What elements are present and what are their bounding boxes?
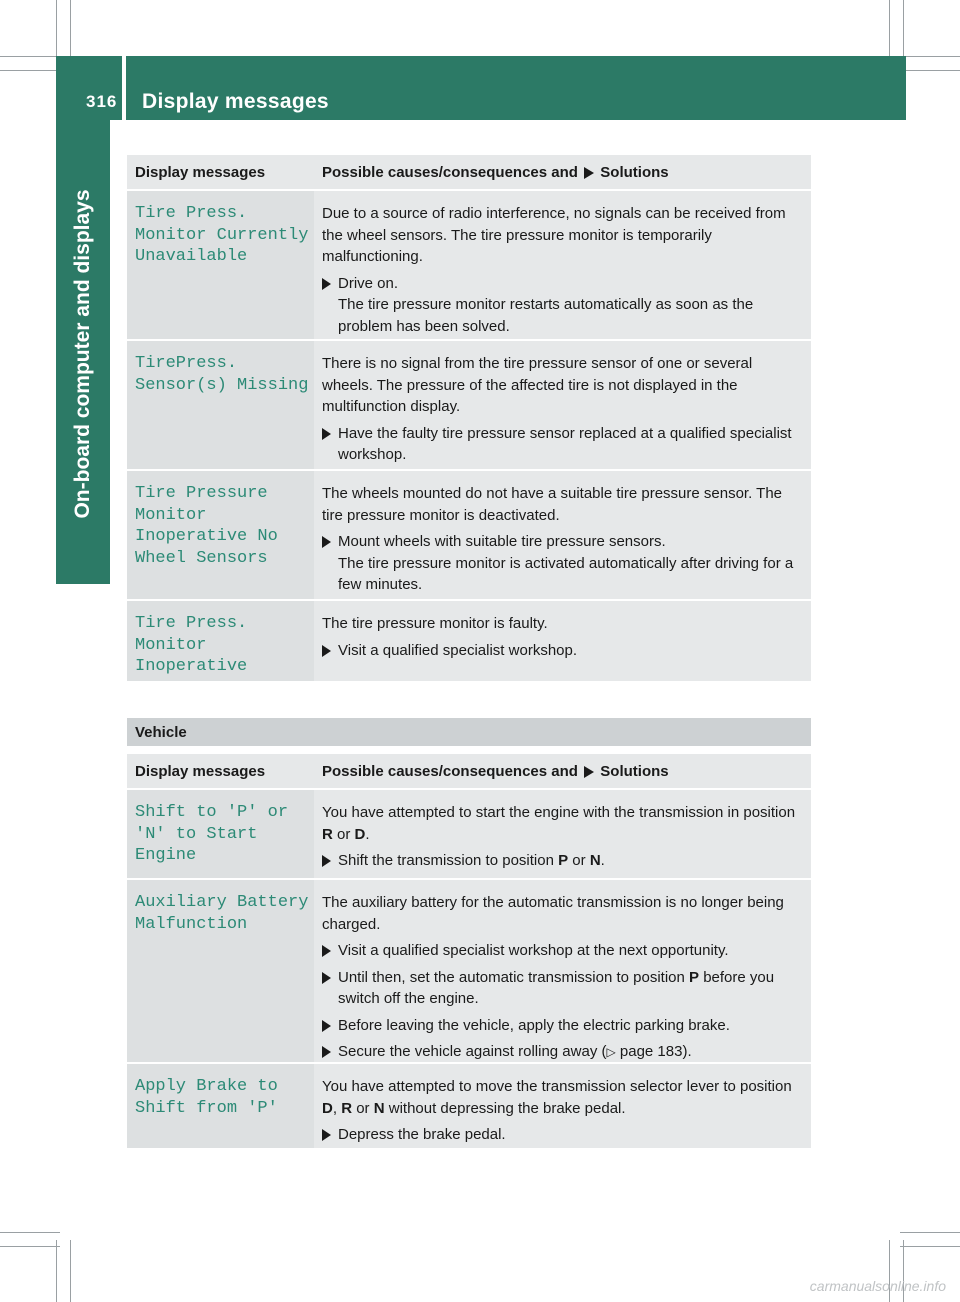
table-row (127, 1064, 811, 1150)
action-step: Secure the vehicle against rolling away (▷ page 183). (322, 1041, 805, 1064)
play-arrow-icon (584, 167, 594, 179)
display-message: Tire Press. Monitor Currently Unavailable (127, 191, 314, 339)
display-message: Auxiliary Battery Malfunction (127, 880, 314, 1062)
action-step: Visit a qualified specialist workshop at the next opportunity. (322, 940, 805, 962)
crop-mark (903, 0, 904, 60)
crop-mark (900, 56, 960, 57)
action-step: Drive on. The tire pressure monitor restarts automatically as soon as the problem has been solved. (322, 273, 805, 338)
page-title: Display messages (142, 90, 329, 113)
action-step: Visit a qualified specialist workshop. (322, 640, 805, 662)
play-arrow-icon (584, 766, 594, 778)
crop-mark (900, 1246, 960, 1247)
crop-mark (56, 0, 57, 60)
chapter-tab-label: On-board computer and displays (71, 189, 94, 519)
solution-cell (314, 341, 811, 469)
cause-text: The auxiliary battery for the automatic transmission is no longer being charged. (322, 894, 784, 933)
table-row (127, 601, 811, 683)
crop-mark (0, 56, 60, 57)
table-row (127, 471, 811, 601)
arrow-right-icon (322, 428, 331, 440)
crop-mark (900, 70, 960, 71)
column-header-messages: Display messages (135, 762, 266, 780)
column-header-messages: Display messages (135, 163, 266, 181)
action-step: Have the faulty tire pressure sensor replaced at a qualified specialist workshop. (322, 423, 805, 466)
display-message: Apply Brake to Shift from 'P' (127, 1064, 314, 1148)
solution-cell (314, 790, 811, 878)
action-step: Mount wheels with suitable tire pressure sensors. The tire pressure monitor is activated automatically after driving for a few minutes. (322, 531, 805, 596)
display-messages-table-tire (127, 155, 811, 683)
cause-text: There is no signal from the tire pressure sensor of one or several wheels. The pressure of the affected tire is not displayed in the multifunction display. (322, 355, 753, 415)
arrow-right-icon (322, 536, 331, 548)
section-title: Vehicle (135, 724, 187, 741)
arrow-right-icon (322, 855, 331, 867)
cause-text: Due to a source of radio interference, no signals can be received from the wheel sensors. The tire pressure monitor is temporarily malfunctioning. (322, 205, 786, 265)
arrow-right-icon (322, 945, 331, 957)
header-divider (122, 56, 126, 120)
crop-mark (0, 70, 60, 71)
section-heading-bar (127, 718, 811, 746)
page-reference-icon: ▷ (606, 1045, 616, 1059)
page-number: 316 (86, 92, 118, 111)
table-header-row (127, 754, 811, 790)
solution-cell (314, 880, 811, 1062)
display-message: Tire Pressure Monitor Inoperative No Wheel Sensors (127, 471, 314, 599)
table-row (127, 880, 811, 1064)
cause-text: The tire pressure monitor is faulty. (322, 615, 548, 632)
solution-cell (314, 1064, 811, 1148)
cause-text: The wheels mounted do not have a suitable tire pressure sensor. The tire pressure monitor is deactivated. (322, 485, 782, 524)
arrow-right-icon (322, 1129, 331, 1141)
cause-text: You have attempted to move the transmission selector lever to position D, R or N without depressing the brake pedal. (322, 1078, 792, 1117)
arrow-right-icon (322, 1046, 331, 1058)
crop-mark (56, 1240, 57, 1302)
column-header-solutions: Possible causes/consequences and Solutions (322, 762, 669, 780)
action-step: Until then, set the automatic transmission to position P before you switch off the engine. (322, 967, 805, 1010)
chapter-marker (56, 530, 110, 584)
action-step: Before leaving the vehicle, apply the electric parking brake. (322, 1015, 805, 1037)
crop-mark (889, 0, 890, 60)
table-row (127, 341, 811, 471)
arrow-right-icon (322, 645, 331, 657)
solution-cell (314, 601, 811, 681)
action-step: Shift the transmission to position P or N. (322, 850, 805, 872)
watermark: carmanualsonline.info (809, 1278, 946, 1294)
crop-mark (0, 1246, 60, 1247)
arrow-right-icon (322, 972, 331, 984)
display-message: Tire Press. Monitor Inoperative (127, 601, 314, 681)
display-message: TirePress. Sensor(s) Missing (127, 341, 314, 469)
table-row (127, 790, 811, 880)
crop-mark (0, 1232, 60, 1233)
solution-cell (314, 191, 811, 339)
crop-mark (70, 1240, 71, 1302)
arrow-right-icon (322, 278, 331, 290)
crop-mark (900, 1232, 960, 1233)
table-header-row (127, 155, 811, 191)
table-row (127, 191, 811, 341)
arrow-right-icon (322, 1020, 331, 1032)
column-header-solutions: Possible causes/consequences and Solutions (322, 163, 669, 181)
display-messages-table-vehicle (127, 754, 811, 1150)
action-step: Depress the brake pedal. (322, 1124, 805, 1146)
solution-cell (314, 471, 811, 599)
cause-text: You have attempted to start the engine with the transmission in position R or D. (322, 804, 796, 843)
display-message: Shift to 'P' or 'N' to Start Engine (127, 790, 314, 878)
crop-mark (70, 0, 71, 60)
